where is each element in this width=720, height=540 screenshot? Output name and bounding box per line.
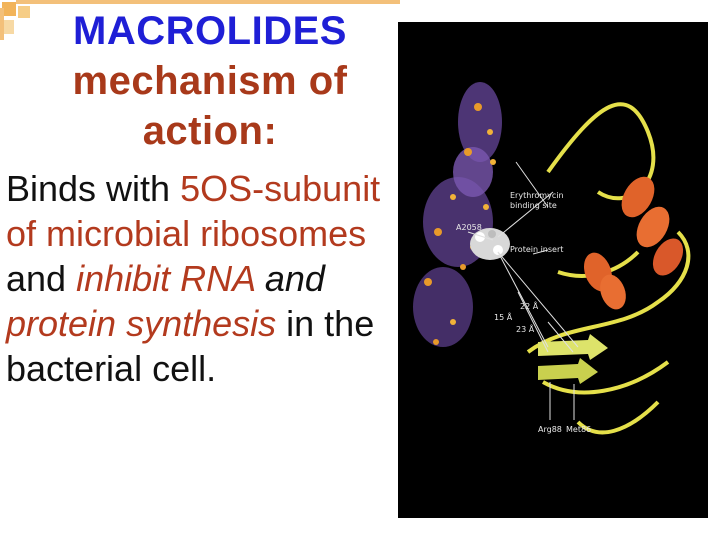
label-arg88: Arg88	[538, 425, 562, 434]
body-text-binds: Binds with	[6, 168, 181, 209]
label-protein-insert: Protein insert	[510, 245, 564, 254]
erythromycin-molecule	[470, 228, 510, 260]
label-met86: Met86	[566, 425, 592, 434]
body-text-inhibit-rna: inhibit RNA	[76, 258, 255, 299]
label-23a: 23 Å	[516, 325, 535, 334]
label-22a: 22 Å	[520, 302, 539, 311]
deco-square-2	[18, 6, 30, 18]
title-mechanism: mechanism of action:	[72, 59, 348, 153]
body-text-protein-synthesis: protein synthesis	[6, 303, 277, 344]
label-a2058: A2058	[456, 223, 482, 232]
deco-square-3	[4, 20, 14, 34]
deco-bar-left	[0, 8, 4, 40]
body-paragraph	[6, 166, 394, 391]
slide-title	[30, 6, 390, 156]
deco-bar-top	[16, 0, 400, 4]
body-text-subunit: 5OS-subunit of microbial ribosomes	[6, 168, 381, 254]
body-text-bacterial-cell: in the bacterial cell.	[6, 303, 375, 389]
ribosome-structure-image	[398, 22, 708, 518]
title-macrolides: MACROLIDES	[73, 9, 347, 53]
label-erythromycin: Erythromycin	[510, 191, 564, 200]
body-text-and-2: and	[254, 258, 325, 299]
label-binding-site: binding site	[510, 201, 557, 210]
molecular-model	[398, 22, 708, 518]
rrna-cluster	[413, 82, 502, 347]
label-15a: 15 Å	[494, 313, 513, 322]
deco-square-1	[2, 2, 16, 16]
body-text-and-1: and	[6, 258, 77, 299]
